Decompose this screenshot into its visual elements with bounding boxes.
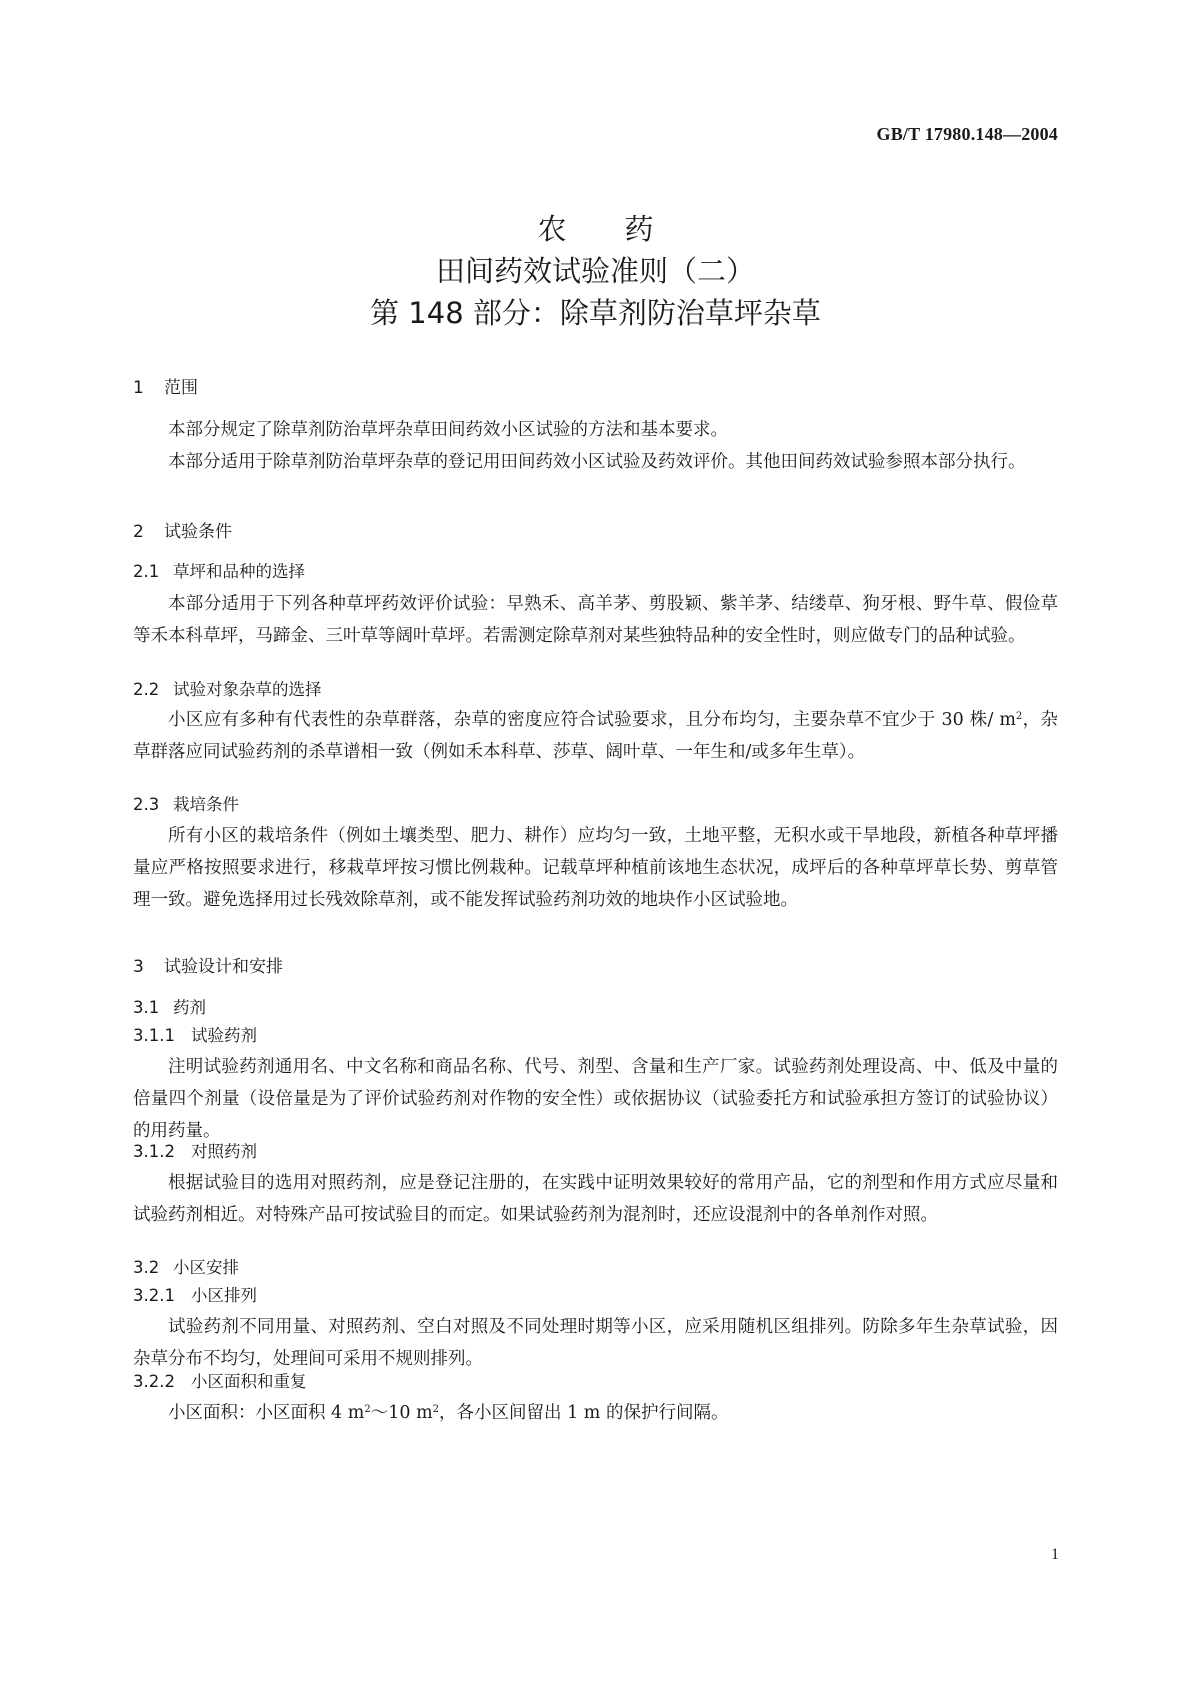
title-line-2: 田间药效试验准则（二） <box>435 254 755 288</box>
paragraph-3-2-2-part-2: ～10 m <box>370 1403 433 1423</box>
section-label: 试验条件 <box>164 522 232 542</box>
section-label: 试验设计和安排 <box>164 957 283 977</box>
section-number: 2 <box>133 522 144 542</box>
paragraph-3-1-1: 注明试验药剂通用名、中文名称和商品名称、代号、剂型、含量和生产厂家。试验药剂处理设高、中、低及中量的倍量四个剂量（设倍量是为了评价试验药剂对作物的安全性）或依据协议（试验委托方和试验承担方签订的试验协议）的用药量。 <box>133 1057 1058 1141</box>
section-heading-3-1-1 <box>133 1024 257 1048</box>
section-heading-3-2 <box>133 1256 239 1280</box>
section-number: 3.1.2 <box>133 1142 175 1161</box>
section-number: 3 <box>133 957 144 977</box>
paragraph-3-2-2-part-1: 小区面积：小区面积 4 m <box>168 1403 365 1423</box>
title-line-1: 农 药 <box>537 212 654 246</box>
paragraph-2-3: 所有小区的栽培条件（例如土壤类型、肥力、耕作）应均匀一致，土地平整，无积水或干旱地段，新植各种草坪播量应严格按照要求进行，移栽草坪按习惯比例栽种。记载草坪种植前该地生态状况，成坪后的各种草坪草长势、剪草管理一致。避免选择用过长残效除草剂，或不能发挥试验药剂功效的地块作小区试验地。 <box>133 826 1058 910</box>
section-label: 范围 <box>164 378 198 398</box>
section-heading-2-2 <box>133 678 322 702</box>
section-number: 3.1 <box>133 998 160 1017</box>
section-number: 3.2.2 <box>133 1372 175 1391</box>
section-heading-2-3 <box>133 793 239 817</box>
section-number: 1 <box>133 378 144 398</box>
superscript: 2 <box>1015 711 1023 722</box>
superscript: 2 <box>432 1404 440 1415</box>
section-number: 3.2.1 <box>133 1286 175 1305</box>
section-label: 试验对象杂草的选择 <box>173 680 322 699</box>
section-heading-3-2-2 <box>133 1370 307 1394</box>
paragraph-2-1: 本部分适用于下列各种草坪药效评价试验：早熟禾、高羊茅、剪股颖、紫羊茅、结缕草、狗牙根、野牛草、假俭草等禾本科草坪，马蹄金、三叶草等阔叶草坪。若需测定除草剂对某些独特品种的安全性时，则应做专门的品种试验。 <box>133 594 1058 646</box>
section-heading-3 <box>133 955 283 979</box>
section-number: 2.2 <box>133 680 160 699</box>
section-number: 3.1.1 <box>133 1026 175 1045</box>
section-label: 草坪和品种的选择 <box>173 562 305 581</box>
section-heading-3-2-1 <box>133 1284 257 1308</box>
paragraph-2-2-part-2: ，杂草群落应同试验药剂的杀草谱相一致（例如禾本科草、莎草、阔叶草、一年生和/或多年生草）。 <box>133 710 1058 762</box>
section-number: 2.1 <box>133 562 160 581</box>
superscript: 2 <box>364 1404 371 1415</box>
section-heading-2 <box>133 520 232 544</box>
section-number: 3.2 <box>133 1258 160 1277</box>
section-label: 药剂 <box>173 998 206 1017</box>
section-label: 小区安排 <box>173 1258 239 1277</box>
paragraph-3-2-2-part-3: ，各小区间留出 1 m 的保护行间隔。 <box>439 1403 729 1423</box>
section-number: 2.3 <box>133 795 160 814</box>
section-heading-1 <box>133 376 198 400</box>
section-label: 小区面积和重复 <box>191 1372 307 1391</box>
paragraph-3-1-2: 根据试验目的选用对照药剂，应是登记注册的，在实践中证明效果较好的常用产品，它的剂型和作用方式应尽量和试验药剂相近。对特殊产品可按试验目的而定。如果试验药剂为混剂时，还应设混剂中的各单剂作对照。 <box>133 1173 1058 1225</box>
section-label: 对照药剂 <box>191 1142 257 1161</box>
section-label: 栽培条件 <box>173 795 239 814</box>
page-number: 1 <box>1051 1546 1059 1563</box>
paragraph-1-2: 本部分适用于除草剂防治草坪杂草的登记用田间药效小区试验及药效评价。其他田间药效试验参照本部分执行。 <box>168 452 1026 472</box>
section-heading-3-1 <box>133 996 206 1020</box>
paragraph-3-2-2 <box>133 1397 1058 1429</box>
paragraph-2-2-part-1: 小区应有多种有代表性的杂草群落，杂草的密度应符合试验要求，且分布均匀，主要杂草不宜少于 30 株/ m <box>168 710 1016 730</box>
paragraph-1-1: 本部分规定了除草剂防治草坪杂草田间药效小区试验的方法和基本要求。 <box>168 420 728 440</box>
section-heading-3-1-2 <box>133 1140 257 1164</box>
section-heading-2-1 <box>133 560 305 584</box>
paragraph-3-2-1: 试验药剂不同用量、对照药剂、空白对照及不同处理时期等小区，应采用随机区组排列。防除多年生杂草试验，因杂草分布不均匀，处理间可采用不规则排列。 <box>133 1317 1058 1369</box>
section-label: 小区排列 <box>191 1286 257 1305</box>
section-label: 试验药剂 <box>191 1026 257 1045</box>
standard-code: GB/T 17980.148—2004 <box>876 124 1058 144</box>
title-line-3: 第 148 部分：除草剂防治草坪杂草 <box>370 296 821 330</box>
paragraph-2-2 <box>133 704 1058 768</box>
